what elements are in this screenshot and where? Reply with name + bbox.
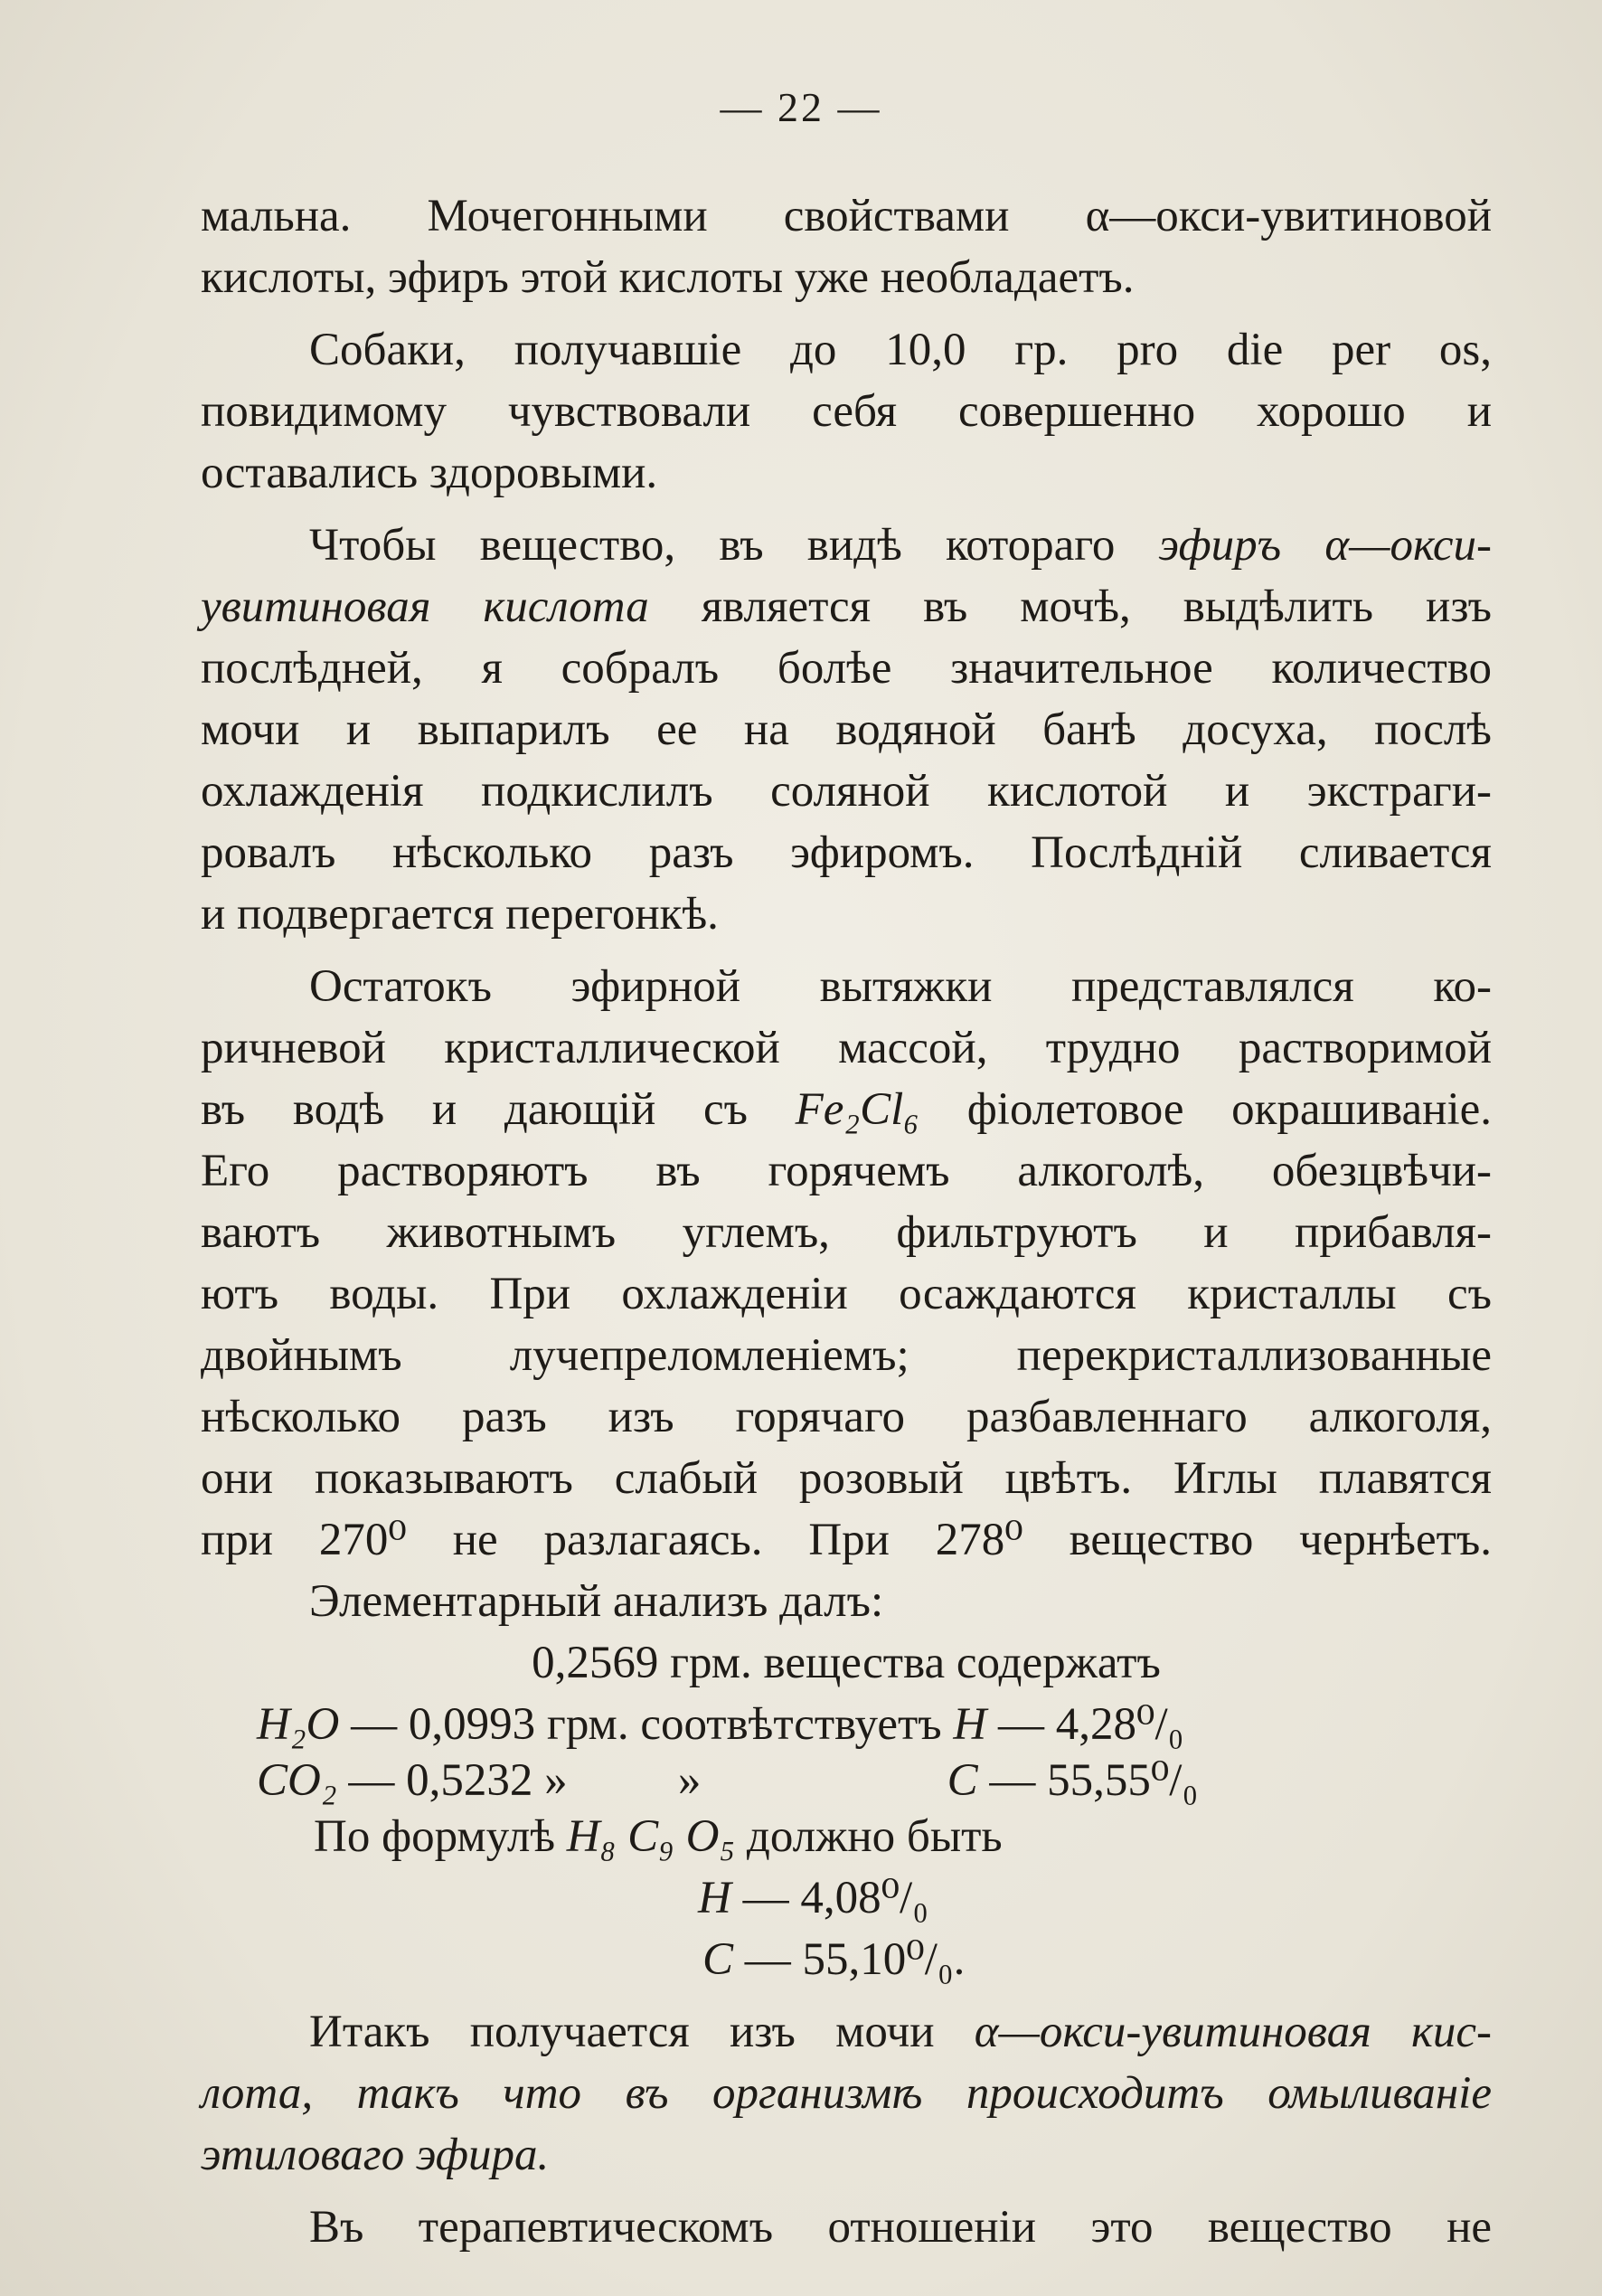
- text-line: Собаки, получавшіе до 10,0 гр. pro die per os,: [309, 325, 1492, 375]
- formula-fragment: H: [953, 1699, 987, 1750]
- text-line: нѣсколько разъ изъ горячаго разбавленнаго алкоголя,: [201, 1392, 1492, 1442]
- text-line: оставались здоровыми.: [201, 448, 658, 498]
- formula-fragment: H: [698, 1873, 731, 1923]
- text-line: [201, 1867, 1492, 1929]
- text-line: мальна. Мочегонными свойствами α—окси-увитиновой: [201, 191, 1492, 241]
- formula-fragment: CO₂: [257, 1755, 337, 1806]
- text-line: Его растворяютъ въ горячемъ алкоголѣ, обезцвѣчи-: [201, 1146, 1492, 1196]
- text-fragment: — 4,08⁰/₀: [730, 1873, 928, 1923]
- text-line: [201, 1929, 1492, 1990]
- formula-fragment: H₂O: [257, 1699, 340, 1750]
- text-fragment: является въ мочѣ, выдѣлить изъ: [648, 581, 1492, 632]
- text-line: и подвергается перегонкѣ.: [201, 889, 719, 940]
- formula-fragment: C: [947, 1755, 978, 1806]
- analysis-row-co2: [201, 1750, 1492, 1806]
- text-line: охлажденія подкислилъ соляной кислотой и экстраги-: [201, 766, 1492, 817]
- formula-fragment: H₈ C₉ O₅: [566, 1811, 736, 1862]
- text-line: ютъ воды. При охлажденіи осаждаются кристаллы съ: [201, 1269, 1492, 1319]
- text-line: послѣдней, я собралъ болѣе значительное количество: [201, 643, 1492, 694]
- italic-fragment: α—окси-увитиновая кис-: [974, 2007, 1493, 2057]
- text-line: ровалъ нѣсколько разъ эфиромъ. Послѣдній сливается: [201, 827, 1492, 878]
- text-fragment: — 55,10⁰/₀.: [733, 1934, 966, 1985]
- text-line: ричневой кристаллической массой, трудно растворимой: [201, 1023, 1492, 1073]
- formula-fragment: C: [702, 1934, 734, 1985]
- ditto-mark: »: [677, 1755, 702, 1806]
- text-fragment: — 0,0993 грм. соотвѣтствуетъ: [339, 1699, 954, 1750]
- text-fragment: фіолетовое окрашиваніе.: [919, 1084, 1492, 1135]
- italic-fragment: эфиръ α—окси-: [1158, 520, 1492, 571]
- text-fragment: Итакъ получается изъ мочи: [309, 2007, 975, 2057]
- text-line: Въ терапевтическомъ отношеніи это вещество не: [309, 2202, 1492, 2253]
- text-line: 0,2569 грм. вещества содержатъ: [532, 1638, 1161, 1688]
- text-line: этиловаго эфира.: [201, 2130, 550, 2180]
- text-line: Остатокъ эфирной вытяжки представлялся ко-: [309, 961, 1492, 1012]
- text-fragment: — 55,55⁰/₀: [977, 1755, 1199, 1806]
- text-line: при 270⁰ не разлагаясь. При 278⁰ вещество чернѣетъ.: [201, 1515, 1492, 1565]
- text-line: двойнымъ лучепреломленіемъ; перекристаллизованные: [201, 1330, 1492, 1381]
- text-line: [201, 1079, 1492, 1140]
- text-line: Элементарный анализъ далъ:: [309, 1576, 884, 1627]
- text-fragment: Чтобы вещество, въ видѣ котораго: [309, 520, 1159, 571]
- formula-fragment: Fe₂Cl₆: [795, 1084, 920, 1135]
- text-line: ваютъ животнымъ углемъ, фильтруютъ и прибавля-: [201, 1207, 1492, 1258]
- text-fragment: По формулѣ: [314, 1811, 567, 1862]
- italic-fragment: увитиновая кислота: [201, 581, 649, 632]
- text-fragment: — 4,28⁰/₀: [986, 1699, 1184, 1750]
- page-body: [201, 185, 1492, 2258]
- analysis-row-h2o: [201, 1694, 1492, 1750]
- text-line: [201, 576, 1492, 638]
- text-line: кислоты, эфиръ этой кислоты уже необладаетъ.: [201, 252, 1135, 303]
- text-line: лота, такъ что въ организмѣ происходитъ омыливаніе: [201, 2068, 1492, 2119]
- text-line: [201, 515, 1492, 576]
- text-line: повидимому чувствовали себя совершенно хорошо и: [201, 386, 1492, 437]
- page-number: — 22 —: [720, 84, 882, 130]
- text-line: [201, 1806, 1492, 1867]
- text-line: мочи и выпарилъ ее на водяной банѣ досуха, послѣ: [201, 704, 1492, 755]
- text-fragment: въ водѣ и дающій съ: [201, 1084, 796, 1135]
- text-line: они показываютъ слабый розовый цвѣтъ. Иглы плавятся: [201, 1453, 1492, 1504]
- text-fragment: должно быть: [735, 1811, 1003, 1862]
- text-fragment: — 0,5232 »: [336, 1755, 568, 1806]
- text-line: [201, 2001, 1492, 2063]
